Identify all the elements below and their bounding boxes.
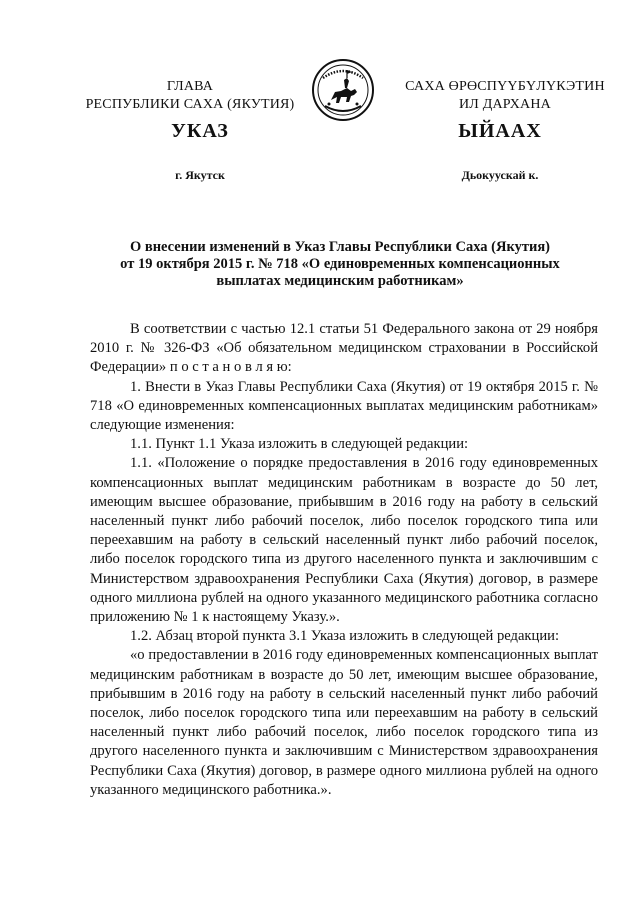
header-left-line2: РЕСПУБЛИКИ САХА (ЯКУТИЯ)	[85, 97, 295, 112]
city-ru: г. Якутск	[175, 168, 225, 182]
header-right-line2: ИЛ ДАРХАНА	[458, 97, 551, 112]
paragraph-item-1-1-text: 1.1. «Положение о порядке предоставления в 2016 году единовременных компенсационных выплат медицинским работникам в возрасте до 50 лет, имеющим высшее образование, прибывшим в 2016 году на работу в сельский населенный пункт либо рабочий поселок, либо поселок городского типа или переехавшим на работу в сельский населенный пункт либо рабочий поселок, либо поселок городского типа из другого населенного пункта и заключившим с Министерством здравоохранения Республики Саха (Якутия) договор, в размере одного миллиона рублей на одного указанного медицинского работника согласно приложению № 1 к настоящему Указу.».	[90, 455, 598, 626]
paragraph-item-1-2: 1.2. Абзац второй пункта 3.1 Указа изложить в следующей редакции:	[130, 628, 560, 645]
document-title	[90, 239, 590, 290]
document-body	[90, 320, 598, 800]
paragraph-item-1: 1. Внести в Указ Главы Республики Саха (Якутия) от 19 октября 2015 г. № 718 «О единовременных компенсационных выплатах медицинским работникам» следующие изменения:	[90, 378, 598, 434]
header-left	[60, 78, 320, 114]
title-line2: от 19 октября 2015 г. № 718 «О единовременных компенсационных	[120, 256, 560, 272]
paragraph-item-1-1: 1.1. Пункт 1.1 Указа изложить в следующей редакции:	[130, 436, 469, 453]
paragraph-item-1-2-text: «о предоставлении в 2016 году единовременных компенсационных выплат медицинским работникам в возрасте до 50 лет, имеющим высшее образование, прибывшим в 2016 году на работу в сельский населенный пункт либо рабочий поселок, либо поселок городского типа или переехавшим на работу в сельский населенный пункт либо рабочий поселок, либо поселок городского типа из другого населенного пункта и заключившим с Министерством здравоохранения Республики Саха (Якутия) договор, в размере одного миллиона рублей на одного указанного медицинского работника.».	[90, 647, 598, 798]
coat-of-arms-icon	[311, 58, 375, 122]
decree-title-sah: ЫЙААХ	[458, 120, 542, 142]
decree-title-ru: УКАЗ	[171, 120, 229, 142]
header-right-line1: САХА ӨРӨСПҮҮБҮЛҮКЭТИН	[405, 79, 605, 94]
title-line1: О внесении изменений в Указ Главы Республики Саха (Якутия)	[129, 239, 551, 255]
header-right	[390, 78, 620, 114]
header-left-line1: ГЛАВА	[166, 79, 214, 94]
city-sah: Дьокуускай к.	[461, 168, 539, 182]
paragraph-preamble: В соответствии с частью 12.1 статьи 51 Федерального закона от 29 ноября 2010 г. № 326-ФЗ «Об обязательном медицинском страховании в Российской Федерации» п о с т а н о в л я ю:	[90, 321, 598, 376]
title-line3: выплатах медицинским работникам»	[216, 273, 464, 289]
